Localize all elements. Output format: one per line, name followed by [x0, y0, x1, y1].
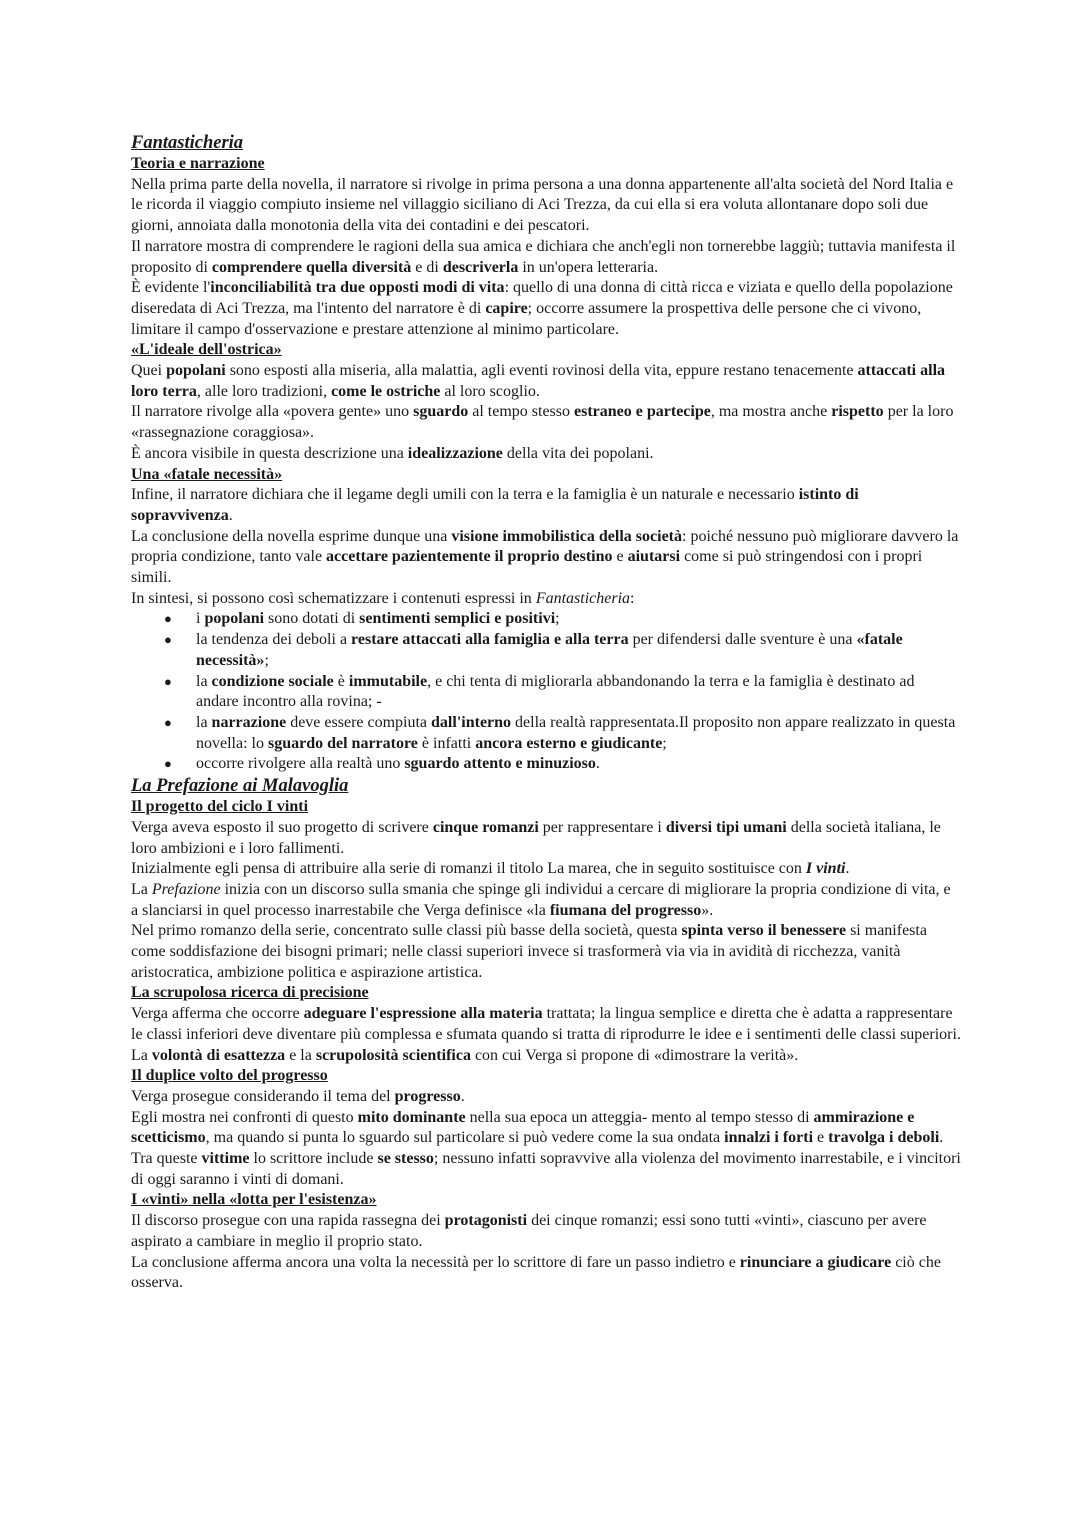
- text-run: comprendere quella diversità: [211, 258, 412, 276]
- text-run: sguardo: [413, 403, 469, 421]
- text-run: .: [939, 1129, 944, 1147]
- text-run: ammirazione e scetticismo: [131, 1108, 915, 1147]
- list-item: [196, 713, 961, 754]
- text-run: cinque romanzi: [432, 818, 539, 836]
- text-run: come le ostriche: [331, 382, 441, 400]
- text-run: con cui Verga si propone di «dimostrare la verità».: [470, 1046, 799, 1064]
- paragraph: [131, 485, 961, 526]
- text-run: I vinti: [805, 860, 846, 878]
- text-run: inizia con un discorso sulla smania che spinge gli individui a cercare di migliorare la propria condizione di vita, e a slanciarsi in quel processo inarrestabile che Verga definisce «la: [131, 880, 951, 919]
- text-run: è infatti: [417, 734, 476, 752]
- text-run: Quei: [131, 362, 167, 380]
- list-item: [196, 609, 961, 630]
- text-run: ;: [555, 610, 560, 628]
- text-run: adeguare l'espressione alla materia: [303, 1005, 543, 1023]
- text-run: innalzi i forti: [724, 1129, 814, 1147]
- paragraph: [131, 175, 961, 237]
- text-run: sono dotati di: [264, 610, 360, 628]
- text-run: sguardo del narratore: [267, 734, 418, 752]
- paragraph: [131, 818, 961, 859]
- text-run: e: [612, 548, 628, 566]
- text-run: idealizzazione: [407, 444, 503, 462]
- text-run: ciò che osserva.: [131, 1253, 941, 1292]
- paragraph: [131, 859, 961, 880]
- text-run: sentimenti semplici e positivi: [359, 610, 556, 628]
- paragraph: [131, 1253, 961, 1294]
- text-run: i: [196, 610, 205, 628]
- section-title: Fantasticheria: [131, 133, 244, 153]
- paragraph: [131, 402, 961, 443]
- text-run: , alle loro tradizioni,: [196, 382, 332, 400]
- text-run: .: [595, 755, 600, 773]
- text-run: descriverla: [442, 258, 519, 276]
- text-run: Verga aveva esposto il suo progetto di scrivere: [131, 818, 433, 836]
- text-run: : quello di una donna di città ricca e viziata e quello della popolazione diseredata di Aci Trezza, ma l'intento del narratore è di: [131, 279, 953, 317]
- text-run: ;: [264, 651, 269, 669]
- text-run: della società italiana, le loro ambizioni e i loro fallimenti.: [131, 818, 941, 857]
- text-run: della realtà rappresentata.Il proposito non appare realizzato in questa novella: lo: [196, 713, 956, 752]
- text-run: ; occorre assumere la prospettiva delle persone che ci vivono, limitare il campo d'osservazione e prestare attenzione al minimo particolare.: [131, 299, 922, 338]
- text-run: fiumana del progresso: [549, 901, 702, 919]
- text-run: come si può stringendosi con i propri simili.: [131, 548, 923, 587]
- text-run: mito dominante: [357, 1108, 466, 1126]
- text-run: Egli mostra nei confronti di questo: [131, 1108, 358, 1126]
- text-run: condizione sociale: [211, 672, 334, 690]
- text-run: Verga prosegue considerando il tema del: [131, 1087, 395, 1105]
- text-run: spinta verso il benessere: [681, 922, 847, 940]
- text-run: .: [228, 506, 233, 524]
- paragraph: [131, 1087, 961, 1108]
- text-run: immutabile: [348, 672, 428, 690]
- text-run: «fatale necessità»: [196, 631, 903, 669]
- text-run: ancora esterno e giudicante: [475, 734, 663, 752]
- text-run: della vita dei popolani.: [502, 444, 654, 462]
- paragraph: [131, 527, 961, 589]
- text-run: si manifesta come soddisfazione dei bisogni primari; nelle classi superiori invece si trasformerà via via in avidità di ricchezza, vanità aristocratica, ambizione politica e aspirazione artistica.: [131, 922, 927, 981]
- subsection-heading: «L'ideale dell'ostrica»: [131, 341, 282, 359]
- text-run: Il narratore mostra di comprendere le ragioni della sua amica e dichiara che anch'egli non tornerebbe laggiù; tuttavia manifesta il proposito di: [131, 237, 956, 276]
- text-run: sono esposti alla miseria, alla malattia, agli eventi rovinosi della vita, eppure restano tenacemente: [225, 362, 858, 380]
- text-run: la tendenza dei deboli a: [196, 631, 352, 649]
- text-run: Infine, il narratore dichiara che il legame degli umili con la terra e la famiglia è un naturale e necessario: [131, 486, 799, 504]
- text-run: Prefazione: [151, 880, 221, 898]
- paragraph: [131, 1046, 961, 1067]
- list-item: [196, 672, 961, 713]
- text-run: Inizialmente egli pensa di attribuire alla serie di romanzi il titolo La marea, che in seguito sostituisce con: [131, 860, 806, 878]
- text-run: al tempo stesso: [468, 403, 574, 421]
- text-run: la: [196, 672, 212, 690]
- text-run: È evidente l': [131, 279, 211, 297]
- paragraph: [131, 921, 961, 983]
- text-run: per la loro «rassegnazione coraggiosa».: [131, 403, 954, 442]
- text-run: travolga i deboli: [828, 1129, 940, 1147]
- paragraph: [131, 444, 961, 465]
- text-run: attaccati alla loro terra: [131, 362, 946, 400]
- text-run: per difendersi dalle sventure è una: [628, 631, 857, 649]
- text-run: rinunciare a giudicare: [739, 1253, 892, 1271]
- text-run: Verga afferma che occorre: [131, 1005, 304, 1023]
- text-run: dei cinque romanzi; essi sono tutti «vinti», ciascuno per avere aspirato a cambiare in meglio il proprio stato.: [131, 1212, 927, 1250]
- text-run: aiutarsi: [627, 548, 681, 566]
- list-item: [196, 630, 961, 671]
- text-run: occorre rivolgere alla realtà uno: [196, 755, 405, 773]
- text-run: , ma quando si punta lo sguardo sul particolare si può vedere come la sua ondata: [205, 1129, 725, 1147]
- subsection-heading: Teoria e narrazione: [131, 155, 265, 172]
- text-run: rispetto: [831, 403, 884, 421]
- paragraph: [131, 278, 961, 340]
- text-run: visione immobilistica della società: [451, 527, 682, 545]
- paragraph: [131, 1211, 961, 1252]
- text-run: protagonisti: [444, 1212, 528, 1230]
- text-run: e: [813, 1129, 829, 1147]
- text-run: La: [131, 880, 152, 898]
- text-run: La conclusione della novella esprime dunque una: [131, 527, 452, 545]
- text-run: Il discorso prosegue con una rapida rassegna dei: [131, 1212, 445, 1230]
- text-run: sguardo attento e minuzioso: [404, 755, 596, 773]
- subsection-heading: Il duplice volto del progresso: [131, 1067, 328, 1085]
- text-run: inconciliabilità tra due opposti modi di vita: [210, 279, 505, 297]
- paragraph: [131, 361, 961, 402]
- text-run: narrazione: [211, 713, 287, 731]
- list-item: [196, 754, 961, 775]
- text-run: : poiché nessuno può migliorare davvero la propria condizione, tanto vale: [131, 527, 959, 566]
- text-run: scrupolosità scientifica: [315, 1046, 471, 1064]
- text-run: Nella prima parte della novella, il narratore si rivolge in prima persona a una donna appartenente all'alta società del Nord Italia e le ricorda il viaggio compiuto insieme nel villaggio siciliano di Aci Trezza, da cui ella si era voluta allontanare dopo soli due giorni, annoiata dalla monotonia della vita dei contadini e dei pescatori.: [131, 175, 954, 235]
- text-run: In sintesi, si possono così schematizzare i contenuti espressi in: [131, 589, 536, 607]
- text-run: Nel primo romanzo della serie, concentrato sulle classi più basse della società, questa: [131, 922, 682, 940]
- text-run: in un'opera letteraria.: [518, 258, 659, 276]
- paragraph: [131, 880, 961, 921]
- text-run: ;: [662, 734, 667, 752]
- text-run: progresso: [394, 1087, 461, 1105]
- text-run: ; nessuno infatti sopravvive alla violenza del movimento inarrestabile, e i vincitori di oggi saranno i vinti di domani.: [131, 1150, 961, 1188]
- text-run: dall'interno: [431, 713, 512, 731]
- text-run: .: [845, 860, 850, 878]
- text-run: estraneo e partecipe: [574, 403, 711, 421]
- paragraph: [131, 237, 961, 278]
- text-run: .: [460, 1087, 465, 1105]
- text-run: volontà di esattezza: [151, 1046, 286, 1064]
- paragraph: [131, 589, 961, 610]
- document-body: [131, 132, 961, 1294]
- text-run: popolani: [166, 362, 226, 380]
- text-run: ».: [701, 901, 714, 919]
- text-run: istinto di sopravvivenza: [131, 486, 859, 524]
- text-run: È ancora visibile in questa descrizione una: [131, 444, 408, 462]
- text-run: Il narratore rivolge alla «povera gente» uno: [131, 403, 414, 421]
- subsection-heading: La scrupolosa ricerca di precisione: [131, 984, 369, 1002]
- text-run: , e chi tenta di migliorarla abbandonando la terra e la famiglia è destinato ad andare incontro alla rovina; -: [196, 672, 915, 711]
- text-run: al loro scoglio.: [440, 382, 540, 400]
- text-run: popolani: [204, 610, 265, 628]
- paragraph: [131, 1004, 961, 1045]
- text-run: nella sua epoca un atteggia- mento al tempo stesso di: [465, 1108, 814, 1126]
- section-title: La Prefazione ai Malavoglia: [131, 776, 349, 797]
- text-run: è: [333, 672, 349, 690]
- subsection-heading: I «vinti» nella «lotta per l'esistenza»: [131, 1191, 377, 1209]
- text-run: Fantasticheria: [535, 589, 631, 607]
- text-run: e la: [285, 1046, 316, 1064]
- text-run: trattata; la lingua semplice e diretta che è adatta a rappresentare le classi inferiori deve diventare più complessa e sfumata quando si tratta di riprodurre le idee e i sentimenti delle classi superiori.: [131, 1005, 961, 1043]
- summary-list: [131, 609, 961, 775]
- text-run: restare attaccati alla famiglia e alla terra: [351, 631, 629, 649]
- text-run: capire: [485, 299, 528, 317]
- text-run: :: [630, 589, 635, 607]
- text-run: Tra queste: [131, 1150, 202, 1168]
- text-run: deve essere compiuta: [286, 713, 432, 731]
- paragraph: [131, 1108, 961, 1149]
- text-run: la: [196, 713, 212, 731]
- text-run: per rappresentare i: [538, 818, 666, 836]
- text-run: lo scrittore include: [249, 1150, 378, 1168]
- text-run: e di: [411, 258, 443, 276]
- text-run: se stesso: [377, 1150, 434, 1168]
- text-run: vittime: [201, 1150, 250, 1168]
- subsection-heading: Il progetto del ciclo I vinti: [131, 798, 309, 816]
- subsection-heading: Una «fatale necessità»: [131, 465, 283, 483]
- text-run: diversi tipi umani: [665, 818, 787, 836]
- text-run: La: [131, 1046, 152, 1064]
- paragraph: [131, 1149, 961, 1190]
- text-run: accettare pazientemente il proprio destino: [326, 548, 613, 566]
- text-run: La conclusione afferma ancora una volta la necessità per lo scrittore di fare un passo indietro e: [131, 1253, 740, 1271]
- text-run: , ma mostra anche: [710, 403, 832, 421]
